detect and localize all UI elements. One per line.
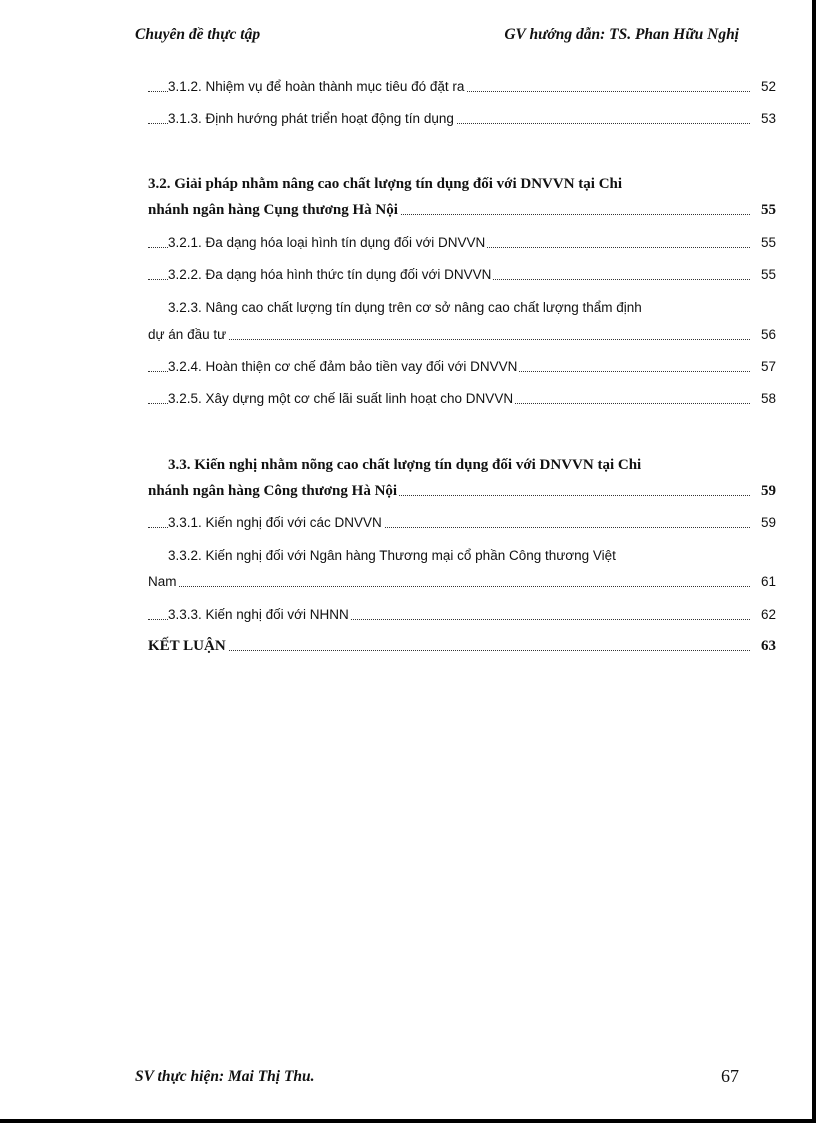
toc-entry-page: 62 bbox=[757, 605, 776, 625]
toc-entry-label: 3.1.2. Nhiệm vụ để hoàn thành mục tiêu đó đặt ra bbox=[168, 79, 465, 94]
toc-entry-label: 3.3.3. Kiến nghị đối với NHNN bbox=[168, 607, 349, 622]
toc-entry-label-line2: Nam bbox=[148, 574, 177, 589]
header-supervisor: GV hướng dẫn: TS. Phan Hữu Nghị bbox=[504, 26, 739, 43]
toc-entry-page: 59 bbox=[757, 481, 776, 501]
toc-entry-label-line2: nhánh ngân hàng Công thương Hà Nội bbox=[148, 483, 398, 499]
toc-entry-label-line1: 3.3.2. Kiến nghị đối với Ngân hàng Thương mại cổ phần Công thương Việt bbox=[168, 548, 616, 563]
toc-entry-label: 3.2.4. Hoàn thiện cơ chế đảm bảo tiền vay đối với DNVVN bbox=[168, 359, 518, 374]
toc-entry-3-2-3[interactable] bbox=[148, 298, 776, 345]
footer-author: SV thực hiện: Mai Thị Thu. bbox=[135, 1068, 315, 1085]
toc-entry-label-line1: 3.3. Kiến nghị nhằm nõng cao chất lượng tín dụng đối với DNVVN tại Chi bbox=[168, 457, 642, 473]
toc-entry-page: 55 bbox=[757, 265, 776, 285]
toc-entry-page: 55 bbox=[757, 200, 776, 220]
toc-entry-page: 52 bbox=[757, 77, 776, 97]
header-document-type: Chuyên đề thực tập bbox=[135, 26, 261, 43]
toc-entry-label: 3.2.5. Xây dựng một cơ chế lãi suất linh hoạt cho DNVVN bbox=[168, 391, 514, 406]
toc-entry-label: 3.1.3. Định hướng phát triển hoạt động tín dụng bbox=[168, 111, 454, 126]
toc-entry-label-line1: 3.2. Giải pháp nhằm nâng cao chất lượng tín dụng đối với DNVVN tại Chi bbox=[148, 176, 623, 192]
toc-entry-3-3-2[interactable] bbox=[148, 546, 776, 592]
toc-entry-3-2-4[interactable] bbox=[148, 357, 776, 377]
toc-entry-ket-luan[interactable] bbox=[148, 636, 776, 656]
toc-entry-page: 56 bbox=[757, 325, 776, 345]
toc-entry-page: 53 bbox=[757, 109, 776, 129]
toc-entry-3-3-1[interactable] bbox=[148, 513, 776, 533]
toc-entry-3-3-3[interactable] bbox=[148, 605, 776, 625]
toc-entry-label: KẾT LUẬN bbox=[148, 638, 226, 654]
page-footer bbox=[135, 1068, 739, 1092]
toc-entry-3-3[interactable] bbox=[148, 455, 776, 501]
toc-entry-label: 3.2.1. Đa dạng hóa loại hình tín dụng đối với DNVVN bbox=[168, 235, 486, 250]
toc-entry-page: 58 bbox=[757, 389, 776, 409]
toc-entry-page: 61 bbox=[757, 572, 776, 592]
toc-entry-3-2-5[interactable] bbox=[148, 389, 776, 409]
toc-entry-page: 57 bbox=[757, 357, 776, 377]
toc-entry-page: 59 bbox=[757, 513, 776, 533]
page-number: 67 bbox=[721, 1066, 739, 1086]
toc-entry-3-1-2[interactable] bbox=[148, 77, 776, 97]
toc-entry-label: 3.3.1. Kiến nghị đối với các DNVVN bbox=[168, 515, 382, 530]
toc-entry-label-line2: nhánh ngân hàng Cụng thương Hà Nội bbox=[148, 202, 398, 218]
toc-entry-page: 55 bbox=[757, 233, 776, 253]
toc-entry-3-1-3[interactable] bbox=[148, 109, 776, 129]
toc-entry-label: 3.2.2. Đa dạng hóa hình thức tín dụng đối với DNVVN bbox=[168, 267, 492, 282]
toc-entry-3-2-2[interactable] bbox=[148, 265, 776, 285]
toc-entry-3-2[interactable] bbox=[148, 174, 776, 220]
toc-entry-label-line2: dự án đầu tư bbox=[148, 327, 227, 342]
page-header bbox=[135, 26, 739, 48]
toc-entry-label-line1: 3.2.3. Nâng cao chất lượng tín dụng trên cơ sở nâng cao chất lượng thẩm định bbox=[168, 300, 642, 315]
toc-entry-page: 63 bbox=[757, 636, 776, 656]
toc-entry-3-2-1[interactable] bbox=[148, 233, 776, 253]
